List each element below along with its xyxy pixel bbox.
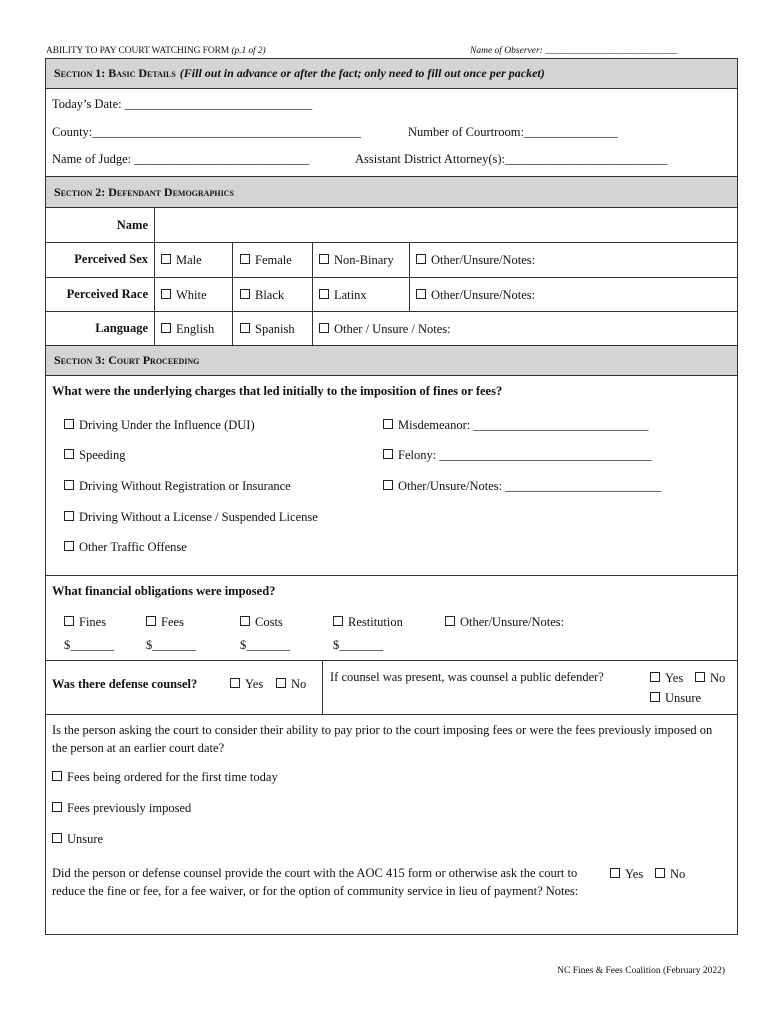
ability-previously-imposed-checkbox[interactable]: Fees previously imposed bbox=[52, 801, 191, 816]
language-other-checkbox[interactable]: Other / Unsure / Notes: bbox=[319, 322, 451, 337]
public-defender-no-checkbox[interactable]: No bbox=[695, 671, 725, 686]
race-other-checkbox[interactable]: Other/Unsure/Notes: bbox=[416, 288, 535, 303]
race-white-checkbox[interactable]: White bbox=[161, 288, 207, 303]
courtroom-field[interactable]: Number of Courtroom:_______________ bbox=[408, 125, 618, 139]
obligation-fees-checkbox[interactable]: Fees bbox=[146, 615, 184, 630]
perceived-sex-label: Perceived Sex bbox=[74, 252, 148, 266]
aoc-no-checkbox[interactable]: No bbox=[655, 867, 685, 882]
obligation-restitution-checkbox[interactable]: Restitution bbox=[333, 615, 403, 630]
costs-amount-field[interactable]: $_______ bbox=[240, 638, 290, 652]
name-input[interactable] bbox=[156, 210, 736, 240]
charge-misdemeanor-checkbox[interactable]: Misdemeanor: ____________________________ bbox=[383, 418, 648, 433]
ability-first-time-checkbox[interactable]: Fees being ordered for the first time today bbox=[52, 770, 278, 785]
charge-speeding-checkbox[interactable]: Speeding bbox=[64, 448, 126, 463]
sex-other-checkbox[interactable]: Other/Unsure/Notes: bbox=[416, 253, 535, 268]
fines-amount-field[interactable]: $_______ bbox=[64, 638, 114, 652]
judge-field[interactable]: Name of Judge: ____________________________ bbox=[52, 152, 310, 166]
perceived-race-label: Perceived Race bbox=[66, 287, 148, 301]
ability-to-pay-question: Is the person asking the court to consider their ability to pay prior to the court imposing fees or were the fees previously imposed on the person at an earlier court date? bbox=[52, 723, 713, 755]
charge-no-registration-checkbox[interactable]: Driving Without Registration or Insurance bbox=[64, 479, 291, 494]
name-label: Name bbox=[116, 218, 148, 232]
language-spanish-checkbox[interactable]: Spanish bbox=[240, 322, 295, 337]
obligation-fines-checkbox[interactable]: Fines bbox=[64, 615, 106, 630]
sex-female-checkbox[interactable]: Female bbox=[240, 253, 292, 268]
obligation-other-checkbox[interactable]: Other/Unsure/Notes: bbox=[445, 615, 564, 630]
restitution-amount-field[interactable]: $_______ bbox=[333, 638, 383, 652]
defense-counsel-question: Was there defense counsel? bbox=[52, 677, 198, 691]
counsel-no-checkbox[interactable]: No bbox=[276, 677, 306, 692]
public-defender-question: If counsel was present, was counsel a public defender? bbox=[330, 670, 604, 684]
public-defender-unsure-checkbox[interactable]: Unsure bbox=[650, 691, 701, 706]
charges-question: What were the underlying charges that led initially to the imposition of fines or fees? bbox=[52, 384, 503, 398]
section-1-header: Section 1: Basic Details (Fill out in advance or after the fact; only need to fill out once per packet) bbox=[45, 58, 738, 89]
public-defender-yes-checkbox[interactable]: Yes bbox=[650, 671, 683, 686]
ada-field[interactable]: Assistant District Attorney(s):__________________________ bbox=[355, 152, 668, 166]
aoc-415-question: Did the person or defense counsel provide the court with the AOC 415 form or otherwise ask the court to reduce the fine or fee, for a fee waiver, or for the option of community service in lieu of payment? Notes: bbox=[52, 866, 579, 898]
footer-credit: NC Fines & Fees Coalition (February 2022) bbox=[557, 966, 725, 976]
race-latinx-checkbox[interactable]: Latinx bbox=[319, 288, 367, 303]
form-title: ABILITY TO PAY COURT WATCHING FORM (p.1 of 2) bbox=[46, 46, 266, 56]
aoc-yes-checkbox[interactable]: Yes bbox=[610, 867, 643, 882]
sex-nonbinary-checkbox[interactable]: Non-Binary bbox=[319, 253, 394, 268]
language-english-checkbox[interactable]: English bbox=[161, 322, 214, 337]
ability-unsure-checkbox[interactable]: Unsure bbox=[52, 832, 103, 847]
fees-amount-field[interactable]: $_______ bbox=[146, 638, 196, 652]
sex-male-checkbox[interactable]: Male bbox=[161, 253, 202, 268]
charge-felony-checkbox[interactable]: Felony: __________________________________ bbox=[383, 448, 652, 463]
charge-other-checkbox[interactable]: Other/Unsure/Notes: _________________________ bbox=[383, 479, 662, 494]
charge-dui-checkbox[interactable]: Driving Under the Influence (DUI) bbox=[64, 418, 255, 433]
charge-no-license-checkbox[interactable]: Driving Without a License / Suspended License bbox=[64, 510, 318, 525]
todays-date-field[interactable]: Today’s Date: ______________________________ bbox=[52, 97, 313, 111]
obligation-costs-checkbox[interactable]: Costs bbox=[240, 615, 283, 630]
county-field[interactable]: County:___________________________________________ bbox=[52, 125, 362, 139]
counsel-yes-checkbox[interactable]: Yes bbox=[230, 677, 263, 692]
section-3-header: Section 3: Court Proceeding bbox=[45, 345, 738, 376]
charge-other-traffic-checkbox[interactable]: Other Traffic Offense bbox=[64, 540, 187, 555]
race-black-checkbox[interactable]: Black bbox=[240, 288, 284, 303]
section-2-header: Section 2: Defendant Demographics bbox=[45, 176, 738, 208]
observer-field[interactable]: Name of Observer: _______________________________ bbox=[470, 46, 677, 56]
language-label: Language bbox=[95, 321, 148, 335]
obligations-question: What financial obligations were imposed? bbox=[52, 584, 276, 598]
